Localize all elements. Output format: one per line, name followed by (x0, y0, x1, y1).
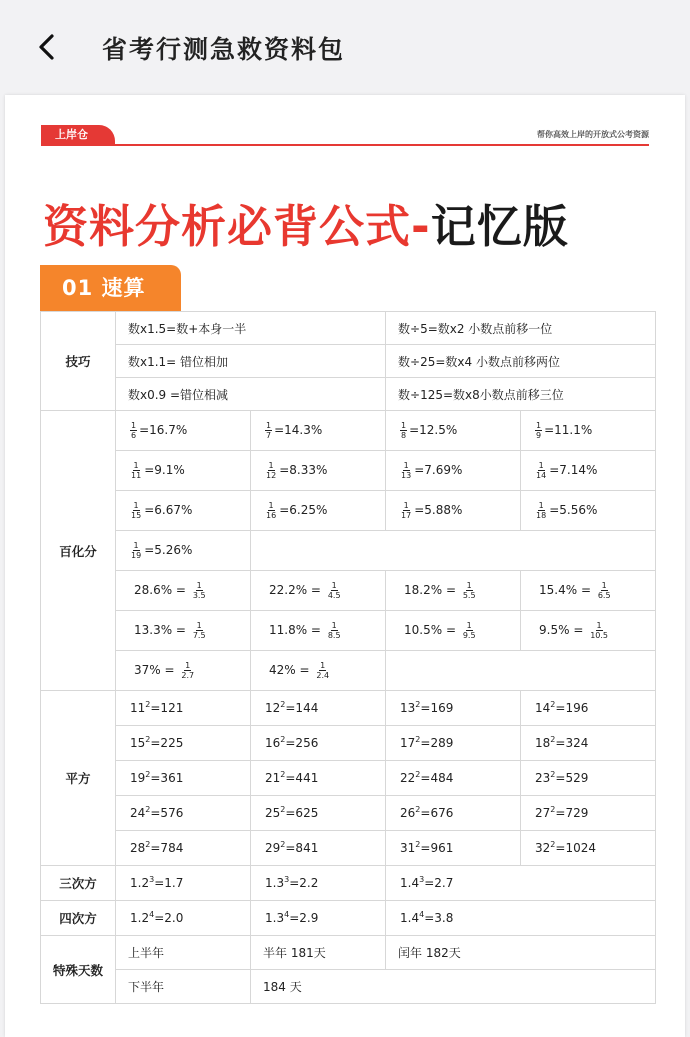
formula-cell (386, 651, 656, 691)
power-result: =121 (150, 701, 184, 715)
exponent: 2 (280, 840, 286, 849)
formula-cell (116, 796, 251, 831)
exponent: 2 (415, 805, 421, 814)
table-row (41, 936, 656, 970)
fraction (400, 461, 412, 480)
fraction (597, 581, 612, 600)
numerator: 1 (601, 580, 607, 590)
days-text: 半年 181天 (263, 946, 326, 960)
formula-cell (116, 651, 251, 691)
denominator: 5.5 (462, 591, 476, 600)
formula-value: =5.88% (414, 503, 463, 517)
formula-cell (521, 491, 656, 531)
formula-cell (116, 571, 251, 611)
formula-cell (521, 451, 656, 491)
numerator: 1 (266, 420, 272, 430)
top-bar (0, 0, 690, 92)
power-base: 15 (130, 736, 146, 750)
numerator: 1 (268, 460, 274, 470)
numerator: 1 (538, 460, 544, 470)
exponent: 2 (550, 805, 556, 814)
table-row (41, 345, 656, 378)
power-result: =225 (150, 736, 184, 750)
days-text: 上半年 (128, 946, 165, 960)
formula-value: =5.26% (144, 543, 193, 557)
fraction (130, 461, 142, 480)
formula-value: 10.5% = (404, 623, 460, 637)
exponent: 2 (550, 735, 556, 744)
exponent: 4 (419, 910, 425, 919)
power-result: =625 (285, 806, 319, 820)
formula-value: =7.69% (414, 463, 463, 477)
power-result: =3.8 (424, 911, 454, 925)
formula-value: 42% = (269, 663, 314, 677)
power-result: =196 (555, 701, 589, 715)
formula-cell (386, 411, 521, 451)
formula-value: =8.33% (279, 463, 328, 477)
formula-cell (386, 611, 521, 651)
exponent: 2 (145, 700, 151, 709)
power-result: =289 (420, 736, 454, 750)
formula-cell (251, 491, 386, 531)
formula-text: 数x1.1= 错位相加 (128, 354, 229, 369)
power-base: 11 (130, 701, 146, 715)
power-base: 18 (535, 736, 551, 750)
formula-cell (116, 691, 251, 726)
power-base: 27 (535, 806, 551, 820)
table-row (41, 901, 656, 936)
fraction (589, 621, 609, 640)
denominator: 9 (536, 431, 542, 440)
formula-cell (251, 726, 386, 761)
denominator: 6.5 (597, 591, 611, 600)
power-result: =676 (420, 806, 454, 820)
power-result: =841 (285, 841, 319, 855)
power-result: =2.0 (154, 911, 184, 925)
table-row (41, 611, 656, 651)
table-row (41, 866, 656, 901)
power-base: 13 (400, 701, 416, 715)
denominator: 4.5 (327, 591, 341, 600)
fraction (265, 421, 272, 440)
power-result: =529 (555, 771, 589, 785)
power-base: 1.4 (400, 911, 420, 925)
formula-cell (386, 761, 521, 796)
power-base: 1.4 (400, 876, 420, 890)
power-base: 24 (130, 806, 146, 820)
table-row (41, 451, 656, 491)
fraction (400, 501, 412, 520)
exponent: 4 (284, 910, 290, 919)
formula-cell (251, 451, 386, 491)
power-base: 16 (265, 736, 281, 750)
numerator: 1 (133, 460, 139, 470)
exponent: 2 (415, 840, 421, 849)
chevron-left-icon[interactable] (30, 30, 64, 64)
denominator: 7.5 (192, 631, 206, 640)
formula-cell (521, 571, 656, 611)
formula-cell (116, 726, 251, 761)
formula-value: 15.4% = (539, 583, 595, 597)
power-result: =361 (150, 771, 184, 785)
formula-cell (521, 726, 656, 761)
formula-text: 数÷5=数x2 小数点前移一位 (398, 321, 553, 336)
power-base: 17 (400, 736, 416, 750)
denominator: 6 (131, 431, 137, 440)
table-row (41, 312, 656, 345)
formula-value: 18.2% = (404, 583, 460, 597)
power-result: =1024 (555, 841, 596, 855)
numerator: 1 (185, 660, 191, 670)
power-base: 1.3 (265, 876, 285, 890)
fraction (265, 461, 277, 480)
exponent: 3 (284, 875, 290, 884)
numerator: 1 (466, 580, 472, 590)
section-tab: 01 速算 (40, 265, 181, 311)
power-base: 32 (535, 841, 551, 855)
formula-value: =16.7% (139, 423, 188, 437)
formula-cell (116, 611, 251, 651)
table-row (41, 796, 656, 831)
denominator: 15 (131, 511, 142, 520)
numerator: 1 (131, 420, 137, 430)
fraction (192, 581, 207, 600)
denominator: 19 (131, 551, 142, 560)
denominator: 11 (131, 471, 142, 480)
exponent: 2 (415, 735, 421, 744)
formula-table (40, 311, 656, 1004)
exponent: 2 (415, 700, 421, 709)
category-cell: 技巧 (41, 312, 116, 411)
fraction (327, 621, 342, 640)
formula-value: =7.14% (549, 463, 598, 477)
denominator: 2.4 (316, 671, 330, 680)
exponent: 4 (149, 910, 155, 919)
formula-cell (386, 866, 656, 901)
denominator: 7 (266, 431, 272, 440)
table-row (41, 726, 656, 761)
formula-cell (386, 831, 521, 866)
formula-cell (116, 451, 251, 491)
table-row (41, 531, 656, 571)
formula-cell (251, 796, 386, 831)
fraction (130, 541, 142, 560)
formula-cell (251, 651, 386, 691)
fraction (535, 501, 547, 520)
power-result: =324 (555, 736, 589, 750)
power-result: =729 (555, 806, 589, 820)
table-row (41, 491, 656, 531)
formula-cell (386, 901, 656, 936)
formula-cell (116, 531, 251, 571)
denominator: 8 (401, 431, 407, 440)
formula-value: 22.2% = (269, 583, 325, 597)
formula-cell (521, 796, 656, 831)
power-result: =256 (285, 736, 319, 750)
power-result: =2.2 (289, 876, 319, 890)
formula-value: =12.5% (409, 423, 458, 437)
denominator: 8.5 (327, 631, 341, 640)
denominator: 14 (536, 471, 547, 480)
formula-value: =5.56% (549, 503, 598, 517)
category-cell: 四次方 (41, 901, 116, 936)
power-base: 1.3 (265, 911, 285, 925)
numerator: 1 (536, 420, 542, 430)
numerator: 1 (268, 500, 274, 510)
formula-cell (386, 312, 656, 345)
formula-value: 9.5% = (539, 623, 588, 637)
fraction (535, 461, 547, 480)
formula-cell (251, 411, 386, 451)
page-title: 省考行测急救资料包 (102, 35, 346, 64)
category-cell: 百化分 (41, 411, 116, 691)
denominator: 2.7 (181, 671, 195, 680)
table-row (41, 378, 656, 411)
numerator: 1 (403, 500, 409, 510)
power-result: =1.7 (154, 876, 184, 890)
denominator: 13 (401, 471, 412, 480)
formula-cell (521, 411, 656, 451)
fraction (192, 621, 207, 640)
power-result: =784 (150, 841, 184, 855)
numerator: 1 (403, 460, 409, 470)
denominator: 10.5 (590, 631, 608, 640)
formula-cell (251, 571, 386, 611)
formula-value: 37% = (134, 663, 179, 677)
exponent: 2 (550, 770, 556, 779)
formula-cell (386, 378, 656, 411)
fraction (315, 661, 330, 680)
category-cell: 平方 (41, 691, 116, 866)
exponent: 2 (550, 700, 556, 709)
formula-cell (251, 761, 386, 796)
formula-cell (116, 831, 251, 866)
formula-text: 数x0.9 =错位相减 (128, 387, 229, 402)
fraction (535, 421, 542, 440)
document-headline (43, 190, 569, 255)
formula-cell (251, 901, 386, 936)
power-base: 22 (400, 771, 416, 785)
power-base: 1.2 (130, 911, 150, 925)
power-base: 31 (400, 841, 416, 855)
days-text: 下半年 (128, 980, 165, 994)
denominator: 16 (266, 511, 277, 520)
formula-cell (116, 312, 386, 345)
power-result: =2.7 (424, 876, 454, 890)
formula-cell (386, 936, 656, 970)
power-base: 28 (130, 841, 146, 855)
numerator: 1 (331, 620, 337, 630)
category-cell: 特殊天数 (41, 936, 116, 1004)
exponent: 3 (149, 875, 155, 884)
exponent: 2 (145, 840, 151, 849)
table-row (41, 651, 656, 691)
table-row (41, 411, 656, 451)
formula-cell (386, 451, 521, 491)
table-row (41, 831, 656, 866)
exponent: 3 (419, 875, 425, 884)
formula-cell (116, 866, 251, 901)
numerator: 1 (401, 420, 407, 430)
exponent: 2 (280, 770, 286, 779)
numerator: 1 (538, 500, 544, 510)
days-text: 184 天 (263, 980, 302, 994)
headline-red-part: 资料分析必背公式- (43, 200, 431, 253)
exponent: 2 (280, 735, 286, 744)
power-base: 26 (400, 806, 416, 820)
fraction (400, 421, 407, 440)
power-base: 23 (535, 771, 551, 785)
formula-cell (521, 761, 656, 796)
fraction (462, 621, 477, 640)
exponent: 2 (145, 805, 151, 814)
exponent: 2 (145, 735, 151, 744)
formula-cell (251, 691, 386, 726)
numerator: 1 (466, 620, 472, 630)
brand-logo: 上岸仓 (41, 125, 115, 145)
power-result: =144 (285, 701, 319, 715)
numerator: 1 (196, 580, 202, 590)
formula-cell (251, 866, 386, 901)
formula-cell (116, 936, 251, 970)
formula-cell (386, 691, 521, 726)
fraction (130, 501, 142, 520)
formula-cell (116, 411, 251, 451)
power-base: 19 (130, 771, 146, 785)
formula-cell (251, 531, 656, 571)
power-result: =961 (420, 841, 454, 855)
numerator: 1 (133, 500, 139, 510)
formula-cell (116, 491, 251, 531)
days-text: 闰年 182天 (398, 946, 461, 960)
brand-slogan: 帮你高效上岸的开放式公考资源 (537, 130, 649, 139)
formula-cell (521, 691, 656, 726)
denominator: 9.5 (462, 631, 476, 640)
formula-cell (116, 378, 386, 411)
numerator: 1 (196, 620, 202, 630)
formula-value: 28.6% = (134, 583, 190, 597)
formula-cell (386, 571, 521, 611)
numerator: 1 (133, 540, 139, 550)
headline-dark-part: 记忆版 (430, 200, 569, 253)
denominator: 17 (401, 511, 412, 520)
formula-cell (116, 970, 251, 1004)
fraction (462, 581, 477, 600)
formula-value: =14.3% (274, 423, 323, 437)
formula-text: 数x1.5=数+本身一半 (128, 321, 247, 336)
power-base: 1.2 (130, 876, 150, 890)
formula-cell (521, 611, 656, 651)
power-base: 21 (265, 771, 281, 785)
power-base: 29 (265, 841, 281, 855)
formula-text: 数÷125=数x8小数点前移三位 (398, 387, 564, 402)
formula-value: =9.1% (144, 463, 185, 477)
power-result: =2.9 (289, 911, 319, 925)
power-base: 25 (265, 806, 281, 820)
fraction (327, 581, 342, 600)
power-result: =484 (420, 771, 454, 785)
denominator: 18 (536, 511, 547, 520)
formula-value: =6.25% (279, 503, 328, 517)
exponent: 2 (415, 770, 421, 779)
numerator: 1 (320, 660, 326, 670)
numerator: 1 (331, 580, 337, 590)
table-row (41, 691, 656, 726)
power-base: 14 (535, 701, 551, 715)
power-result: =576 (150, 806, 184, 820)
denominator: 12 (266, 471, 277, 480)
table-row (41, 970, 656, 1004)
formula-text: 数÷25=数x4 小数点前移两位 (398, 354, 560, 369)
document-image (5, 95, 685, 1037)
formula-cell (116, 345, 386, 378)
power-result: =169 (420, 701, 454, 715)
formula-cell (251, 970, 656, 1004)
formula-cell (386, 345, 656, 378)
fraction (130, 421, 137, 440)
exponent: 2 (280, 805, 286, 814)
denominator: 3.5 (192, 591, 206, 600)
brand-divider (41, 144, 649, 146)
formula-cell (521, 831, 656, 866)
formula-cell (251, 611, 386, 651)
power-base: 12 (265, 701, 281, 715)
formula-cell (386, 796, 521, 831)
formula-cell (386, 491, 521, 531)
numerator: 1 (596, 620, 602, 630)
exponent: 2 (145, 770, 151, 779)
formula-value: =11.1% (544, 423, 593, 437)
formula-cell (116, 901, 251, 936)
power-result: =441 (285, 771, 319, 785)
formula-cell (116, 761, 251, 796)
formula-value: =6.67% (144, 503, 193, 517)
exponent: 2 (550, 840, 556, 849)
fraction (265, 501, 277, 520)
formula-cell (251, 831, 386, 866)
exponent: 2 (280, 700, 286, 709)
formula-value: 13.3% = (134, 623, 190, 637)
formula-value: 11.8% = (269, 623, 325, 637)
table-row (41, 761, 656, 796)
fraction (180, 661, 195, 680)
formula-cell (386, 726, 521, 761)
table-row (41, 571, 656, 611)
formula-cell (251, 936, 386, 970)
category-cell: 三次方 (41, 866, 116, 901)
